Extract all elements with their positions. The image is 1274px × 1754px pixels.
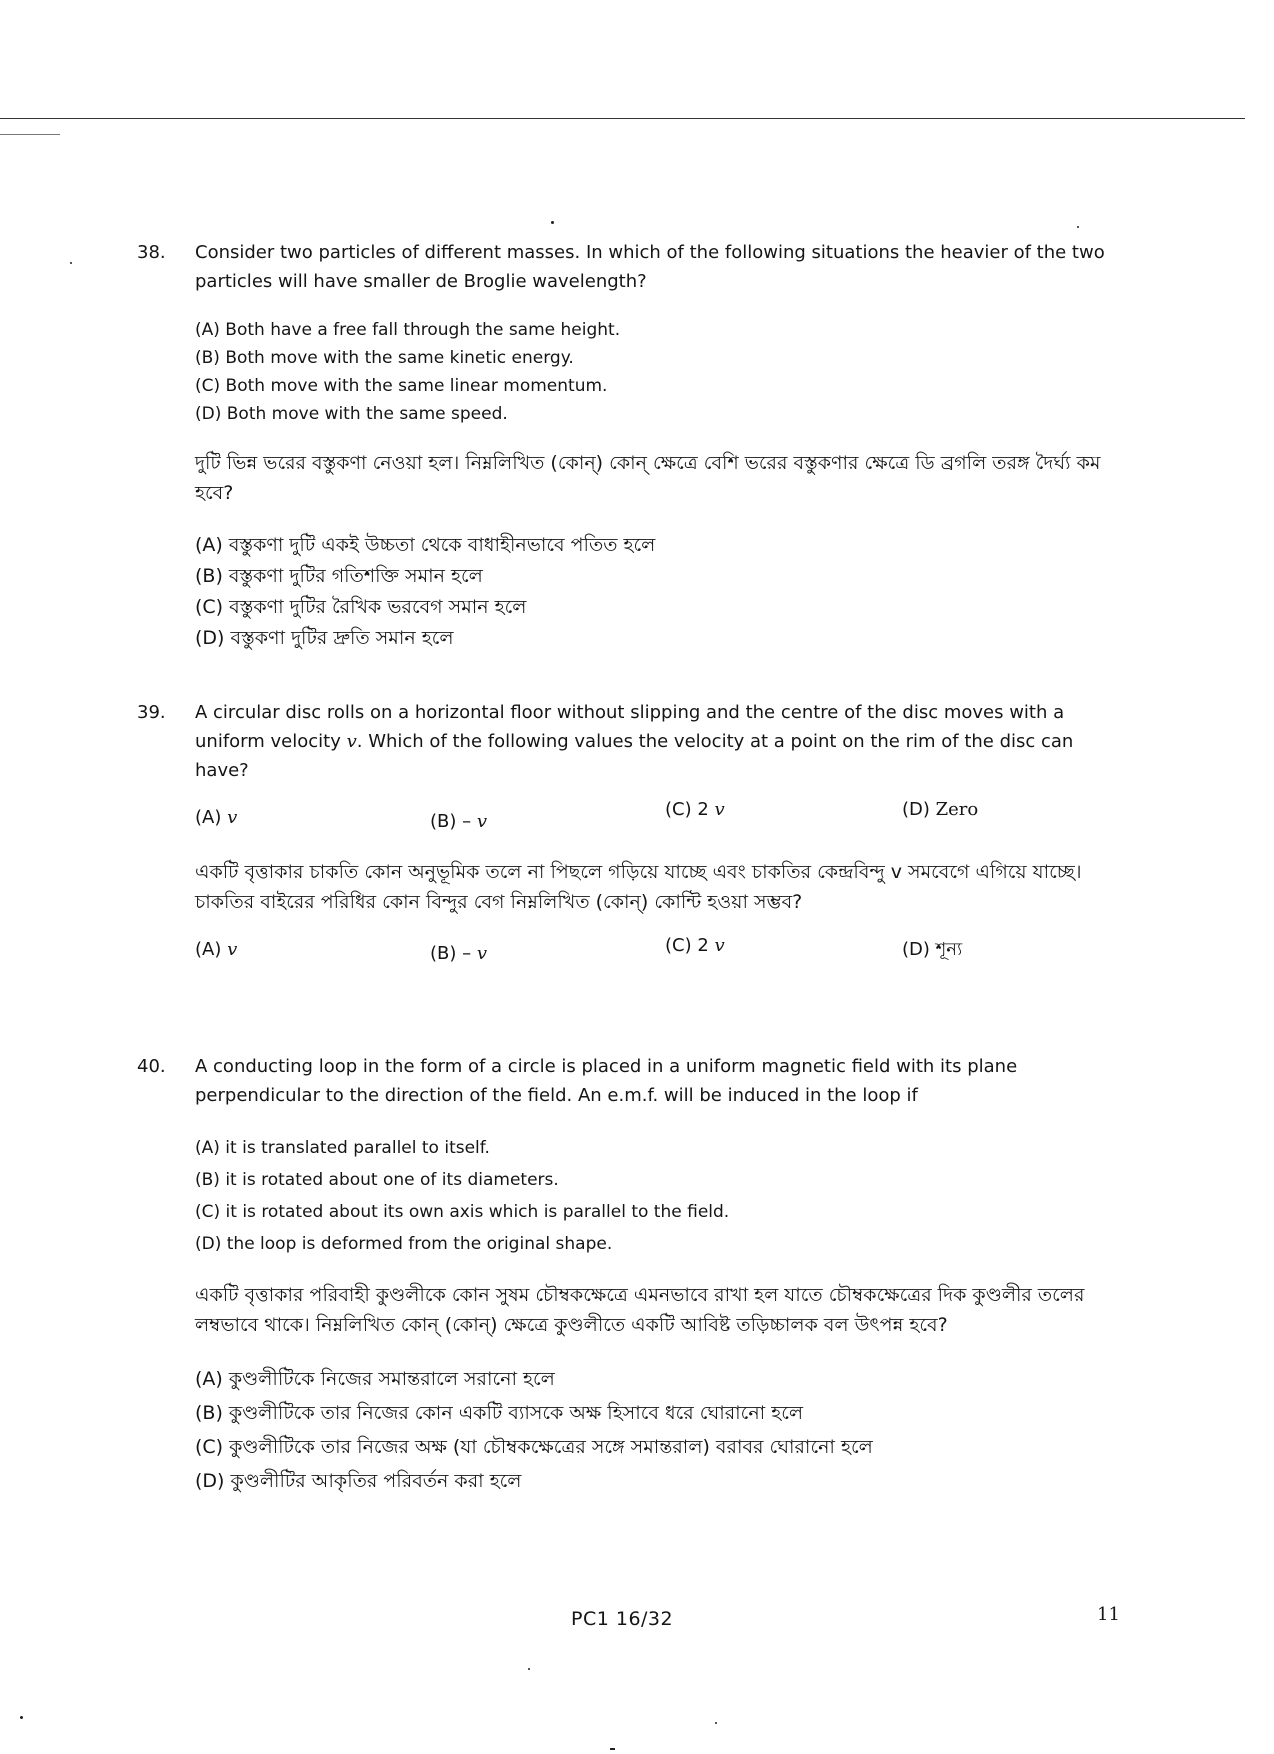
option-value: v xyxy=(227,939,238,960)
option-b-bengali: (B) বস্তুকণা দুটির গতিশক্তি সমান হলে xyxy=(195,565,483,587)
options-english xyxy=(195,799,1117,837)
question-number: 39. xyxy=(137,702,166,723)
option-c xyxy=(665,799,725,820)
option-a-bengali: (A) কুণ্ডলীটিকে নিজের সমান্তরালে সরানো হলে xyxy=(195,1368,555,1390)
option-d: (D) Both move with the same speed. xyxy=(195,404,508,424)
option-a-bengali: (A) বস্তুকণা দুটি একই উচ্চতা থেকে বাধাহীনভাবে পতিত হলে xyxy=(195,534,656,556)
scan-speck xyxy=(20,1716,23,1719)
question-38 xyxy=(137,238,1117,654)
paper-code: PC1 16/32 xyxy=(571,1608,674,1630)
question-40 xyxy=(137,1052,1117,1498)
option-b: (B) Both move with the same kinetic energy. xyxy=(195,348,574,368)
option-value: v xyxy=(476,943,488,964)
scan-speck xyxy=(1077,226,1079,228)
options-bengali xyxy=(195,530,1117,654)
option-b-bengali: (B) কুণ্ডলীটিকে তার নিজের কোন একটি ব্যাসকে অক্ষ হিসাবে ধরে ঘোরানো হলে xyxy=(195,1402,803,1424)
question-text-bengali: একটি বৃত্তাকার পরিবাহী কুণ্ডলীকে কোন সুষম চৌম্বকক্ষেত্রে এমনভাবে রাখা হল যাতে চৌম্বকক্ষেত্রের দিক কুণ্ডলীর তলের লম্বভাবে থাকে। নিম্নলিখিত কোন্ (কোন্) ক্ষেত্রে কুণ্ডলীতে একটি আবিষ্ট তড়িচ্চালক বল উৎপন্ন হবে? xyxy=(195,1284,1085,1336)
option-d: (D) the loop is deformed from the original shape. xyxy=(195,1234,613,1254)
header-rule-fragment xyxy=(0,134,60,135)
page-number: 11 xyxy=(1097,1604,1120,1625)
options-bengali xyxy=(195,935,1117,969)
option-value: Zero xyxy=(935,799,979,820)
option-a: (A) Both have a free fall through the same height. xyxy=(195,320,621,340)
option-label: (C) 2 xyxy=(665,799,709,820)
question-number: 38. xyxy=(137,242,166,263)
options-english xyxy=(195,316,1117,428)
option-label: (B) – xyxy=(430,943,472,964)
scan-speck xyxy=(715,1722,717,1724)
velocity-symbol: v xyxy=(346,731,357,752)
question-text-part: . Which of the following values the velocity at a point on the rim of the disc can have? xyxy=(195,731,1074,781)
options-bengali xyxy=(195,1362,1117,1498)
option-b: (B) it is rotated about one of its diameters. xyxy=(195,1170,559,1190)
option-d-bengali: (D) বস্তুকণা দুটির দ্রুতি সমান হলে xyxy=(195,627,454,649)
option-c-bengali: (C) বস্তুকণা দুটির রৈখিক ভরবেগ সমান হলে xyxy=(195,596,527,618)
option-d xyxy=(902,799,978,820)
option-a xyxy=(195,807,237,828)
option-value: v xyxy=(714,799,725,820)
option-value: v xyxy=(714,935,725,956)
scan-speck xyxy=(610,1748,615,1750)
question-text: Consider two particles of different masses. In which of the following situations the heavier of the two particles will have smaller de Broglie wavelength? xyxy=(195,242,1105,292)
scan-speck xyxy=(528,1668,530,1670)
scan-speck xyxy=(70,262,72,264)
option-label: (A) xyxy=(195,939,222,960)
option-a: (A) it is translated parallel to itself. xyxy=(195,1138,490,1158)
options-english xyxy=(195,1132,1117,1260)
question-text-bengali: একটি বৃত্তাকার চাকতি কোন অনুভূমিক তলে না পিছলে গড়িয়ে যাচ্ছে এবং চাকতির কেন্দ্রবিন্দু v সমবেগে এগিয়ে যাচ্ছে। চাকতির বাইরের পরিধির কোন বিন্দুর বেগ নিম্নলিখিত (কোন্) কোন্টি হওয়া সম্ভব? xyxy=(195,861,1082,913)
scan-speck xyxy=(551,221,554,224)
option-a-bengali xyxy=(195,939,237,960)
question-text: A conducting loop in the form of a circle is placed in a uniform magnetic field with its plane perpendicular to the direction of the field. An e.m.f. will be induced in the loop if xyxy=(195,1056,1018,1106)
option-c: (C) Both move with the same linear momentum. xyxy=(195,376,608,396)
option-value: v xyxy=(476,811,488,832)
option-d-bengali xyxy=(902,935,962,966)
question-number: 40. xyxy=(137,1056,166,1077)
question-39 xyxy=(137,698,1117,969)
question-text xyxy=(195,698,1117,785)
header-rule xyxy=(0,118,1245,119)
option-c-bengali xyxy=(665,935,725,956)
option-label: (D) xyxy=(902,939,930,960)
option-label: (B) – xyxy=(430,811,472,832)
option-c-bengali: (C) কুণ্ডলীটিকে তার নিজের অক্ষ (যা চৌম্বকক্ষেত্রের সঙ্গে সমান্তরাল) বরাবর ঘোরানো হলে xyxy=(195,1436,873,1458)
option-label: (C) 2 xyxy=(665,935,709,956)
option-b-bengali xyxy=(430,943,487,964)
option-b xyxy=(430,811,487,832)
option-label: (D) xyxy=(902,799,930,820)
option-c: (C) it is rotated about its own axis which is parallel to the field. xyxy=(195,1202,730,1222)
option-value: v xyxy=(227,807,238,828)
option-d-bengali: (D) কুণ্ডলীটির আকৃতির পরিবর্তন করা হলে xyxy=(195,1470,522,1492)
option-label: (A) xyxy=(195,807,222,828)
question-text-part: A circular disc rolls on a horizontal floor without slipping and the centre of the disc moves with a uniform velocity xyxy=(195,702,1065,752)
question-text-bengali: দুটি ভিন্ন ভরের বস্তুকণা নেওয়া হল। নিম্নলিখিত (কোন্) কোন্ ক্ষেত্রে বেশি ভরের বস্তুকণার ক্ষেত্রে ডি ব্রগলি তরঙ্গ দৈর্ঘ্য কম হবে? xyxy=(195,452,1101,504)
option-value: শূন্য xyxy=(935,939,963,960)
